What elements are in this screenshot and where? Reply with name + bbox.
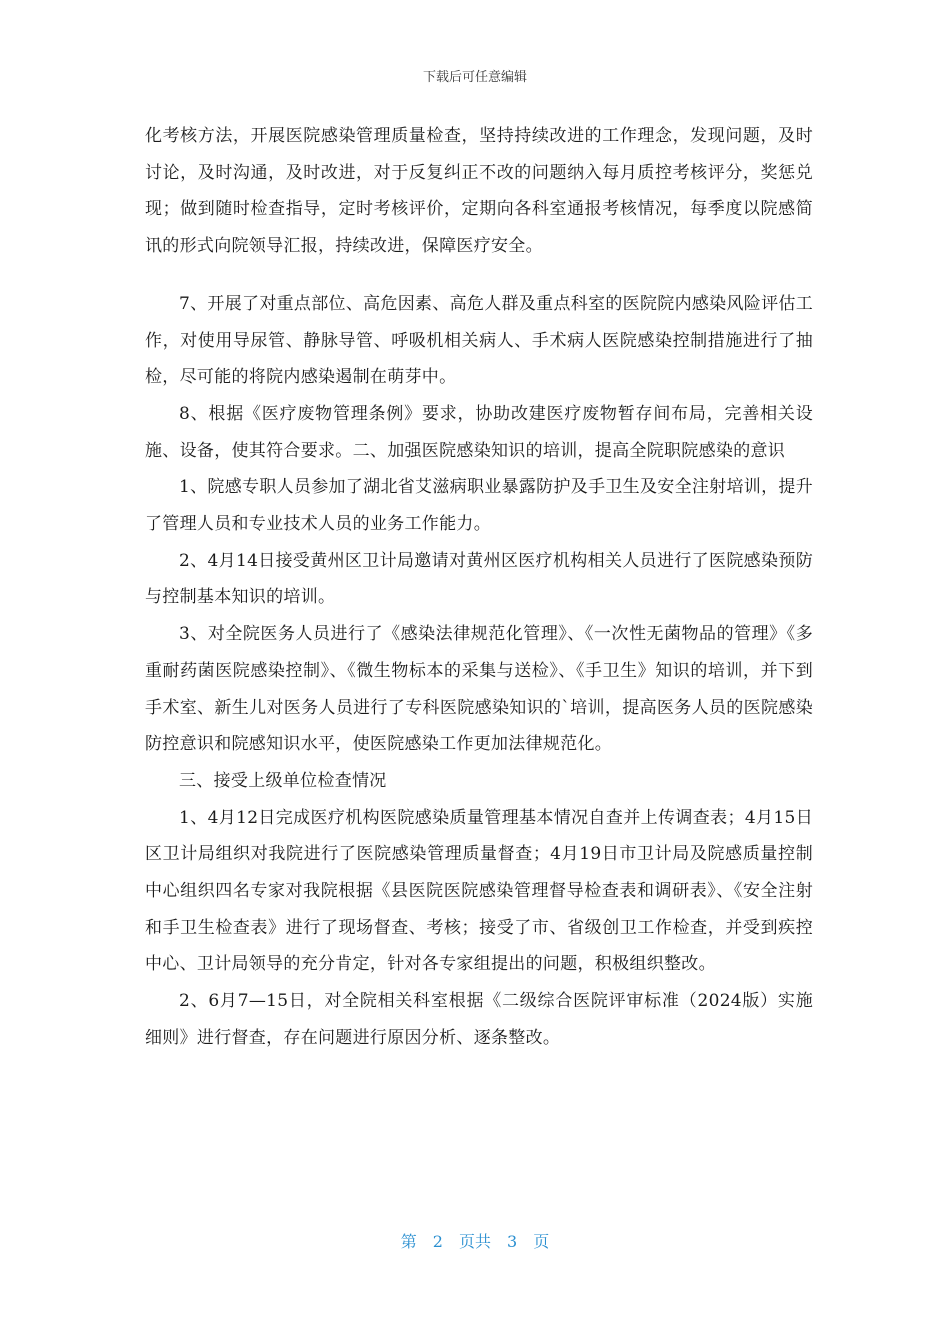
paragraph-training-1: 1、院感专职人员参加了湖北省艾滋病职业暴露防护及手卫生及安全注射培训，提升了管理人员和专业技术人员的业务工作能力。: [145, 477, 813, 535]
document-body: [145, 118, 813, 1057]
paragraph-continued: 化考核方法，开展医院感染管理质量检查，坚持持续改进的工作理念，发现问题，及时讨论，及时沟通，及时改进，对于反复纠正不改的问题纳入每月质控考核评分，奖惩兑现；做到随时检查指导，定时考核评价，定期向各科室通报考核情况，每季度以院感简讯的形式向院领导汇报，持续改进，保障医疗安全。: [145, 126, 813, 257]
footer-prefix: 第: [400, 1232, 417, 1251]
paragraph-training-3: 3、对全院医务人员进行了《感染法律规范化管理》、《一次性无菌物品的管理》《多重耐药菌医院感染控制》、《微生物标本的采集与送检》、《手卫生》知识的培训，并下到手术室、新生儿对医务人员进行了专科医院感染知识的`培训，提高医务人员的医院感染防控意识和院感知识水平，使医院感染工作更加法律规范化。: [145, 624, 813, 755]
page-header: 下载后可任意编辑: [422, 70, 527, 85]
paragraph-inspection-1: 1、4月12日完成医疗机构医院感染质量管理基本情况自查并上传调查表；4月15日区卫计局组织对我院进行了医院感染管理质量督查；4月19日市卫计局及院感质量控制中心组织四名专家对我院根据《县医院医院感染管理督导检查表和调研表》、《安全注射和手卫生检查表》进行了现场督查、考核；接受了市、省级创卫工作检查，并受到疾控中心、卫计局领导的充分肯定，针对各专家组提出的问题，积极组织整改。: [145, 807, 813, 975]
paragraph-item-8: 8、根据《医疗废物管理条例》要求，协助改建医疗废物暂存间布局，完善相关设施、设备，使其符合要求。二、加强医院感染知识的培训，提高全院职院感染的意识: [145, 403, 813, 461]
paragraph-item-7: 7、开展了对重点部位、高危因素、高危人群及重点科室的医院院内感染风险评估工作，对使用导尿管、静脉导管、呼吸机相关病人、手术病人医院感染控制措施进行了抽检，尽可能的将院内感染遏制在萌芽中。: [145, 293, 813, 388]
footer-middle: 页共: [458, 1232, 491, 1251]
section-heading-3: 三、接受上级单位检查情况: [179, 770, 387, 791]
page-footer: [0, 1229, 950, 1252]
footer-page-number: 2: [432, 1232, 443, 1251]
footer-total-pages: 3: [507, 1232, 518, 1251]
paragraph-inspection-2: 2、6月7—15日，对全院相关科室根据《二级综合医院评审标准（2024版）实施细则》进行督查，存在问题进行原因分析、逐条整改。: [145, 991, 813, 1048]
footer-suffix: 页: [533, 1232, 550, 1251]
paragraph-training-2: 2、4月14日接受黄州区卫计局邀请对黄州区医疗机构相关人员进行了医院感染预防与控制基本知识的培训。: [145, 550, 813, 608]
